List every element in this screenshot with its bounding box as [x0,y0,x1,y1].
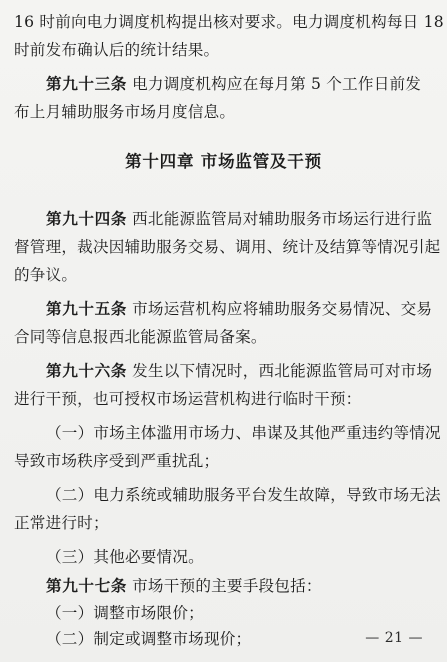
article-label: 第九十七条 [46,576,127,595]
article-95-line: 第九十五条 市场运营机构应将辅助服务交易情况、交易 [46,299,433,318]
list-item: （一）市场主体滥用市场力、串谋及其他严重违约等情况 [46,424,441,442]
article-96-line: 第九十六条 发生以下情况时，西北能源监管局可对市场 [46,361,433,380]
article-97-line: 第九十七条 市场干预的主要手段包括： [46,576,322,595]
article-label: 第九十三条 [46,74,127,93]
article-label: 第九十六条 [46,361,127,380]
article-93-line: 第九十三条 电力调度机构应在每月第 5 个工作日前发 [46,74,422,93]
text-line: 督管理，裁决因辅助服务交易、调用、统计及结算等情况引起 [14,238,441,256]
article-label: 第九十五条 [46,299,127,318]
text-line: 导致市场秩序受到严重扰乱； [14,452,220,470]
text-line: 布上月辅助服务市场月度信息。 [14,103,236,121]
text-line: 的争议。 [14,266,78,284]
chapter-heading: 第十四章 市场监管及干预 [125,152,322,171]
text-line: 时前发布确认后的统计结果。 [14,41,220,59]
list-item: （二）电力系统或辅助服务平台发生故障，导致市场无法 [46,486,441,504]
text-line: 16 时前向电力调度机构提出核对要求。电力调度机构每日 18 [14,13,444,31]
text-line: 合同等信息报西北能源监管局备案。 [14,328,267,346]
page-number: — 21 — [365,630,423,646]
text-line: 进行干预，也可授权市场运营机构进行临时干预： [14,390,362,408]
text-line: 正常进行时； [14,514,109,532]
article-94-line: 第九十四条 西北能源监管局对辅助服务市场运行进行监 [46,209,433,228]
list-item: （三）其他必要情况。 [46,548,204,566]
list-item: （二）制定或调整市场现价； [46,630,252,648]
article-label: 第九十四条 [46,209,127,228]
list-item: （一）调整市场限价； [46,604,204,622]
